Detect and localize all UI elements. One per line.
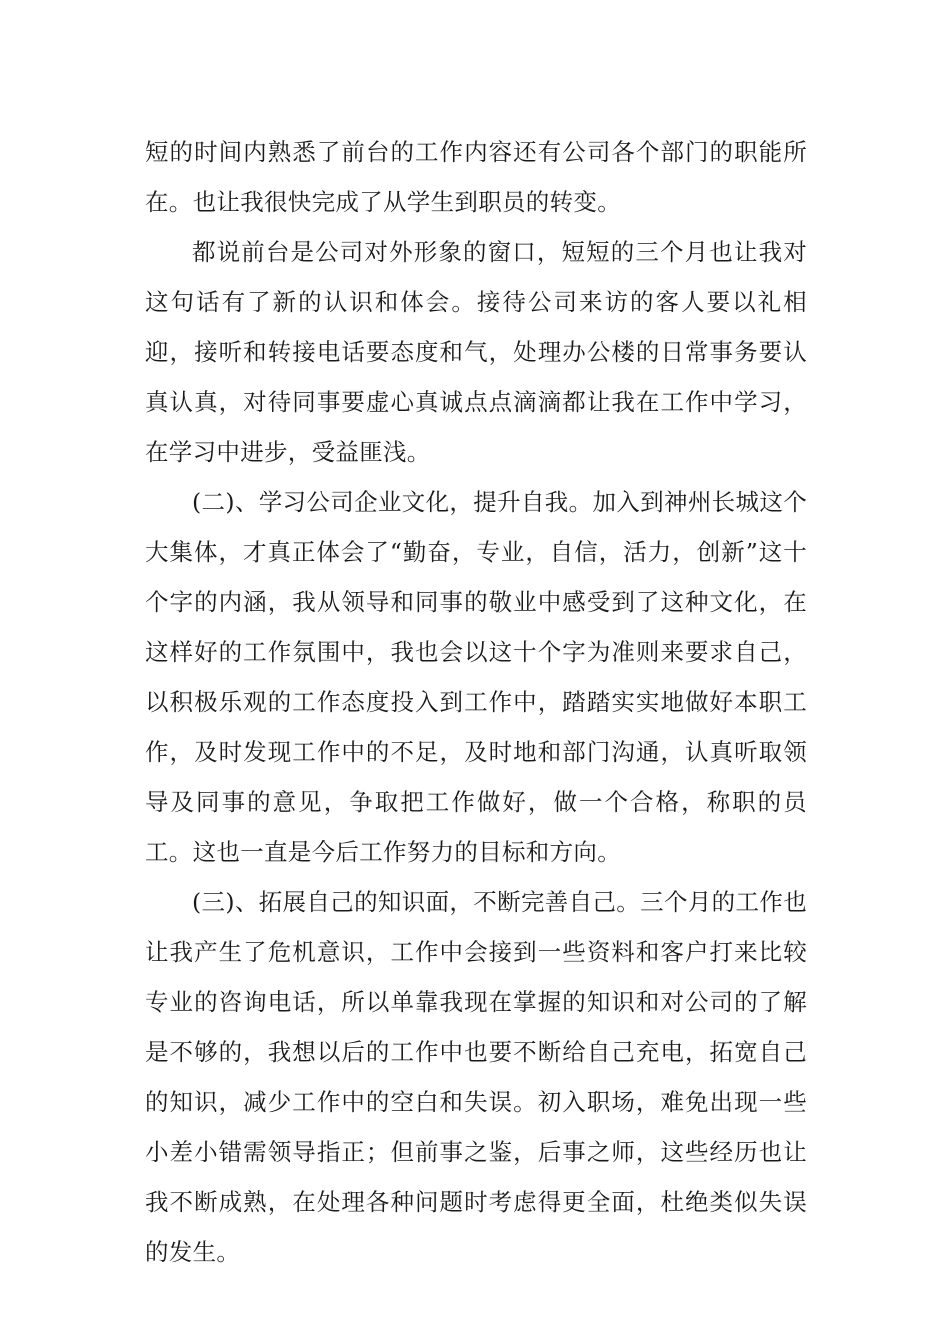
document-body <box>145 127 807 1277</box>
paragraph-continuation: 短的时间内熟悉了前台的工作内容还有公司各个部门的职能所在。也让我很快完成了从学生到职员的转变。 <box>145 138 807 216</box>
paragraph-front-desk-window: 都说前台是公司对外形象的窗口，短短的三个月也让我对这句话有了新的认识和体会。接待公司来访的客人要以礼相迎，接听和转接电话要态度和气，处理办公楼的日常事务要认真认真，对待同事要虚心真诚点点滴滴都让我在工作中学习，在学习中进步，受益匪浅。 <box>145 238 807 466</box>
paragraph-section-two: (二)、学习公司企业文化，提升自我。加入到神州长城这个大集体，才真正体会了“勤奋，专业，自信，活力，创新”这十个字的内涵，我从领导和同事的敬业中感受到了这种文化，在这样好的工作氛围中，我也会以这十个字为准则来要求自己，以积极乐观的工作态度投入到工作中，踏踏实实地做好本职工作，及时发现工作中的不足，及时地和部门沟通，认真听取领导及同事的意见，争取把工作做好，做一个合格，称职的员工。这也一直是今后工作努力的目标和方向。 <box>145 488 807 866</box>
paragraph-section-three: (三)、拓展自己的知识面，不断完善自己。三个月的工作也让我产生了危机意识，工作中会接到一些资料和客户打来比较专业的咨询电话，所以单靠我现在掌握的知识和对公司的了解是不够的，我想以后的工作中也要不断给自己充电，拓宽自己的知识，减少工作中的空白和失误。初入职场，难免出现一些小差小错需领导指正；但前事之鉴，后事之师，这些经历也让我不断成熟，在处理各种问题时考虑得更全面，杜绝类似失误的发生。 <box>145 888 807 1266</box>
